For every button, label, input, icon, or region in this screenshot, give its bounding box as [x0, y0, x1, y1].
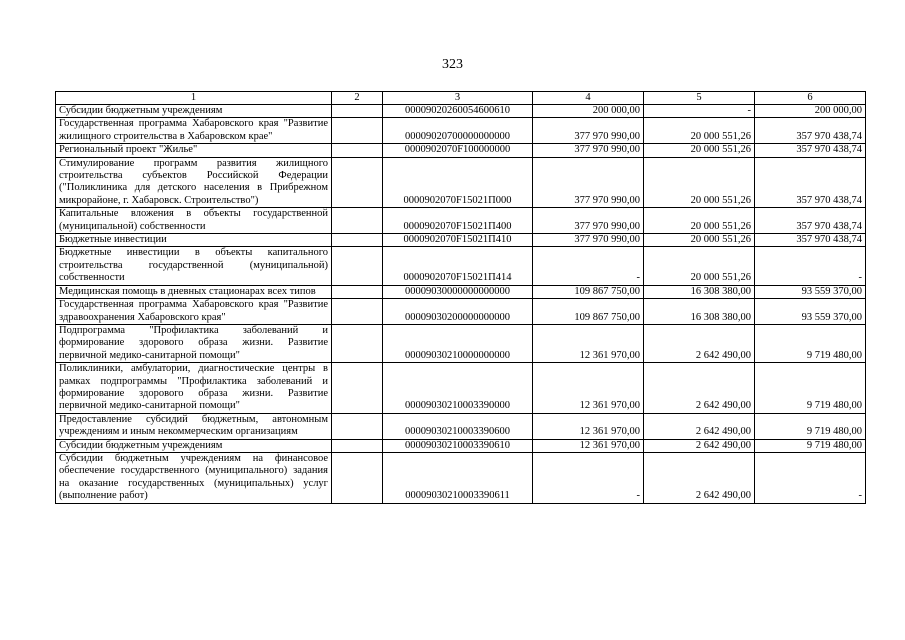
row-amount-cell: - — [755, 452, 866, 503]
row-col2-cell — [332, 439, 383, 452]
table-row — [56, 299, 866, 325]
row-name-cell: Подпрограмма "Профилактика заболеваний и формирование здорового образа жизни. Развитие первичной медико-санитарной помощи" — [56, 324, 332, 362]
row-col2-cell — [332, 285, 383, 298]
table-row — [56, 144, 866, 157]
row-code-cell: 00009030000000000000 — [383, 285, 533, 298]
row-col2-cell — [332, 363, 383, 414]
row-code-cell: 0000902070F15021П400 — [383, 208, 533, 234]
row-col2-cell — [332, 324, 383, 362]
row-amount-cell: 20 000 551,26 — [644, 234, 755, 247]
row-amount-cell: 16 308 380,00 — [644, 285, 755, 298]
row-name-cell: Субсидии бюджетным учреждениям на финансовое обеспечение государственного (муниципального) задания на оказание государственных (муниципальных) услуг (выполнение работ) — [56, 452, 332, 503]
row-code-cell: 00009030210003390600 — [383, 413, 533, 439]
table-row — [56, 324, 866, 362]
row-amount-cell: 12 361 970,00 — [533, 439, 644, 452]
row-code-cell: 0000902070F15021П410 — [383, 234, 533, 247]
row-amount-cell: 20 000 551,26 — [644, 208, 755, 234]
row-col2-cell — [332, 105, 383, 118]
row-col2-cell — [332, 452, 383, 503]
row-amount-cell: 12 361 970,00 — [533, 413, 644, 439]
row-name-cell: Капитальные вложения в объекты государственной (муниципальной) собственности — [56, 208, 332, 234]
row-amount-cell: - — [533, 452, 644, 503]
row-amount-cell: 20 000 551,26 — [644, 144, 755, 157]
row-amount-cell: 357 970 438,74 — [755, 157, 866, 208]
row-amount-cell: 9 719 480,00 — [755, 439, 866, 452]
row-name-cell: Бюджетные инвестиции в объекты капитального строительства государственной (муниципальной) собственности — [56, 247, 332, 285]
row-amount-cell: 20 000 551,26 — [644, 247, 755, 285]
row-name-cell: Государственная программа Хабаровского края "Развитие здравоохранения Хабаровского края" — [56, 299, 332, 325]
row-amount-cell: 200 000,00 — [755, 105, 866, 118]
row-amount-cell: 9 719 480,00 — [755, 363, 866, 414]
row-amount-cell: - — [755, 247, 866, 285]
row-amount-cell: 93 559 370,00 — [755, 285, 866, 298]
row-col2-cell — [332, 208, 383, 234]
row-amount-cell: 9 719 480,00 — [755, 324, 866, 362]
column-header: 5 — [644, 92, 755, 105]
table-row — [56, 439, 866, 452]
table-row — [56, 105, 866, 118]
row-amount-cell: 377 970 990,00 — [533, 234, 644, 247]
row-amount-cell: 20 000 551,26 — [644, 118, 755, 144]
row-amount-cell: 2 642 490,00 — [644, 413, 755, 439]
table-row — [56, 208, 866, 234]
table-header-row — [56, 92, 866, 105]
row-amount-cell: 377 970 990,00 — [533, 144, 644, 157]
row-amount-cell: 16 308 380,00 — [644, 299, 755, 325]
row-code-cell: 00009030210003390610 — [383, 439, 533, 452]
column-header: 4 — [533, 92, 644, 105]
row-amount-cell: 357 970 438,74 — [755, 144, 866, 157]
table-row — [56, 234, 866, 247]
column-header: 6 — [755, 92, 866, 105]
row-name-cell: Субсидии бюджетным учреждениям — [56, 439, 332, 452]
row-amount-cell: 357 970 438,74 — [755, 208, 866, 234]
row-amount-cell: 200 000,00 — [533, 105, 644, 118]
row-amount-cell: 2 642 490,00 — [644, 439, 755, 452]
row-amount-cell: - — [533, 247, 644, 285]
column-header: 1 — [56, 92, 332, 105]
page-number: 323 — [442, 57, 463, 72]
row-amount-cell: 357 970 438,74 — [755, 234, 866, 247]
row-code-cell: 00009020260054600610 — [383, 105, 533, 118]
row-amount-cell: 12 361 970,00 — [533, 363, 644, 414]
table-row — [56, 118, 866, 144]
row-amount-cell: 20 000 551,26 — [644, 157, 755, 208]
row-amount-cell: 2 642 490,00 — [644, 363, 755, 414]
row-col2-cell — [332, 299, 383, 325]
table-row — [56, 413, 866, 439]
table-body — [56, 105, 866, 504]
budget-table — [55, 91, 866, 504]
row-name-cell: Государственная программа Хабаровского края "Развитие жилищного строительства в Хабаровском крае" — [56, 118, 332, 144]
table-row — [56, 363, 866, 414]
row-amount-cell: 9 719 480,00 — [755, 413, 866, 439]
row-amount-cell: 2 642 490,00 — [644, 452, 755, 503]
row-code-cell: 00009030210003390611 — [383, 452, 533, 503]
row-code-cell: 00009030210000000000 — [383, 324, 533, 362]
row-col2-cell — [332, 118, 383, 144]
table-row — [56, 452, 866, 503]
row-name-cell: Бюджетные инвестиции — [56, 234, 332, 247]
row-amount-cell: - — [644, 105, 755, 118]
row-code-cell: 00009030210003390000 — [383, 363, 533, 414]
row-amount-cell: 12 361 970,00 — [533, 324, 644, 362]
table-row — [56, 247, 866, 285]
row-col2-cell — [332, 413, 383, 439]
row-name-cell: Медицинская помощь в дневных стационарах всех типов — [56, 285, 332, 298]
row-code-cell: 00009030200000000000 — [383, 299, 533, 325]
row-amount-cell: 377 970 990,00 — [533, 157, 644, 208]
row-name-cell: Региональный проект "Жилье" — [56, 144, 332, 157]
row-col2-cell — [332, 234, 383, 247]
row-amount-cell: 377 970 990,00 — [533, 118, 644, 144]
row-amount-cell: 109 867 750,00 — [533, 299, 644, 325]
row-col2-cell — [332, 247, 383, 285]
table-row — [56, 285, 866, 298]
row-amount-cell: 109 867 750,00 — [533, 285, 644, 298]
column-header: 2 — [332, 92, 383, 105]
table-row — [56, 157, 866, 208]
row-code-cell: 0000902070F15021П000 — [383, 157, 533, 208]
column-header: 3 — [383, 92, 533, 105]
row-name-cell: Стимулирование программ развития жилищного строительства субъектов Российской Федерации ("Поликлиника для детского населения в Прибрежном микрорайоне, г. Хабаровск. Строительство") — [56, 157, 332, 208]
row-amount-cell: 2 642 490,00 — [644, 324, 755, 362]
row-code-cell: 00009020700000000000 — [383, 118, 533, 144]
row-code-cell: 0000902070F15021П414 — [383, 247, 533, 285]
row-amount-cell: 357 970 438,74 — [755, 118, 866, 144]
row-col2-cell — [332, 157, 383, 208]
row-amount-cell: 93 559 370,00 — [755, 299, 866, 325]
row-amount-cell: 377 970 990,00 — [533, 208, 644, 234]
row-name-cell: Субсидии бюджетным учреждениям — [56, 105, 332, 118]
row-col2-cell — [332, 144, 383, 157]
row-name-cell: Предоставление субсидий бюджетным, автономным учреждениям и иным некоммерческим организациям — [56, 413, 332, 439]
row-name-cell: Поликлиники, амбулатории, диагностические центры в рамках подпрограммы "Профилактика заболеваний и формирование здорового образа жизни. Развитие первичной медико-санитарной помощи" — [56, 363, 332, 414]
row-code-cell: 0000902070F100000000 — [383, 144, 533, 157]
